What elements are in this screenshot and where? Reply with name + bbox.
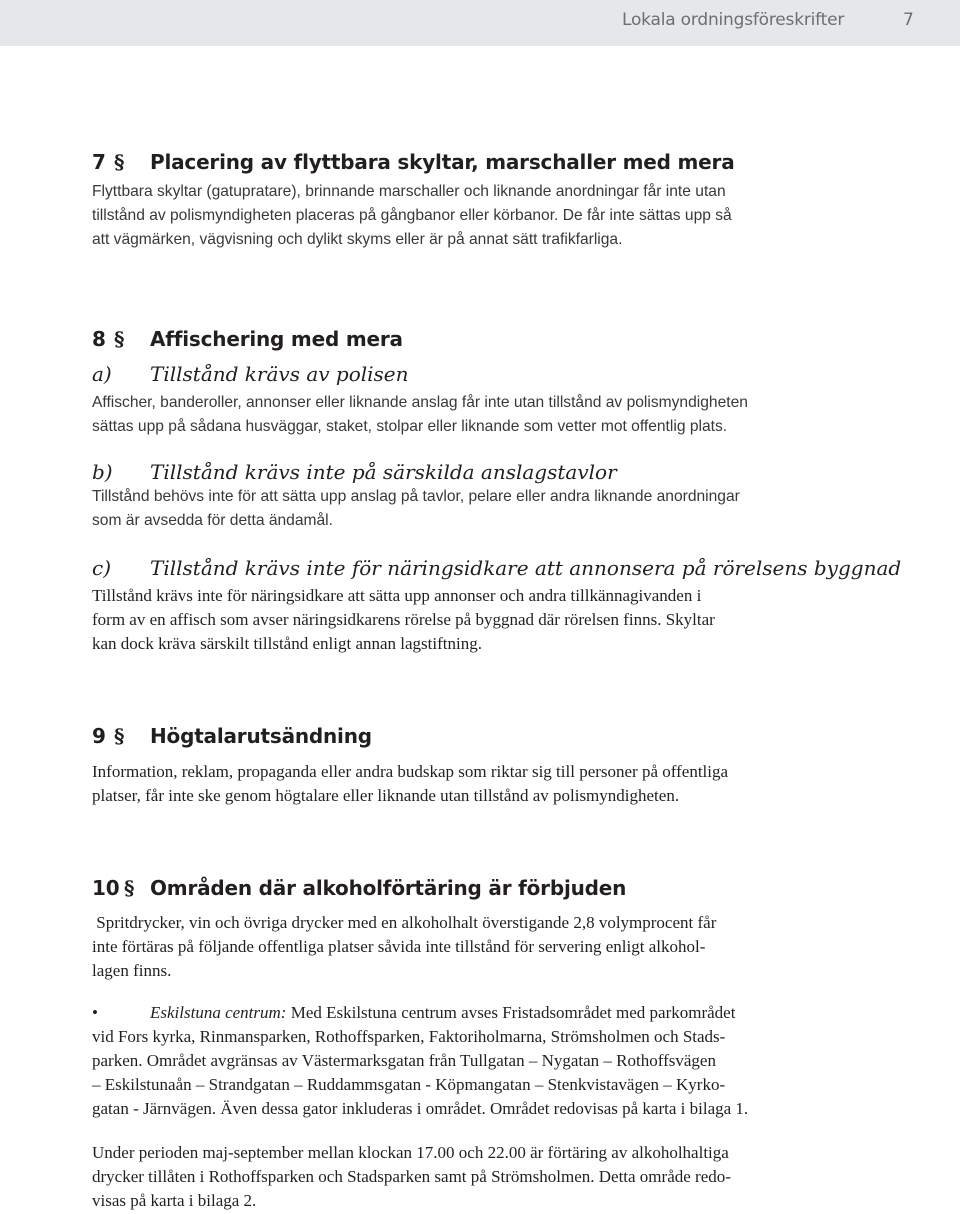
bullet-label: Eskilstuna centrum: — [150, 1003, 287, 1022]
paragraph-line: – Eskilstunaån – Strandgatan – Ruddammsgatan - Köpmangatan – Stenkvistavägen – Kyrko- — [92, 1075, 726, 1094]
section-9-heading — [92, 724, 372, 748]
header-title: Lokala ordningsföreskrifter — [622, 10, 845, 30]
paragraph-line: kan dock kräva särskilt tillstånd enligt annan lagstiftning. — [92, 634, 482, 653]
paragraph-line: Affischer, banderoller, annonser eller liknande anslag får inte utan tillstånd av polismyndigheten — [92, 394, 748, 411]
paragraph-line: att vägmärken, vägvisning och dylikt skyms eller är på annat sätt trafikfarliga. — [92, 231, 623, 248]
subsection-letter: c) — [92, 556, 112, 580]
subsection-c-body — [92, 584, 832, 656]
page-number: 7 — [903, 10, 914, 30]
subsection-b-heading — [92, 460, 617, 484]
section-10-heading — [92, 876, 626, 900]
section-10-closing — [92, 1141, 832, 1213]
paragraph-line: drycker tillåten i Rothoffsparken och Stadsparken samt på Strömsholmen. Detta område redo- — [92, 1167, 731, 1186]
section-symbol: § — [114, 724, 125, 748]
paragraph-line: Tillstånd behövs inte för att sätta upp anslag på tavlor, pelare eller andra liknande anordningar — [92, 488, 740, 505]
section-title: Högtalarutsändning — [150, 724, 372, 748]
paragraph-line: Tillstånd krävs inte för näringsidkare att sätta upp annonser och andra tillkännagivanden i — [92, 586, 702, 605]
bullet-marker: • — [92, 1003, 98, 1022]
paragraph-line: sättas upp på sådana husväggar, staket, stolpar eller liknande som vetter mot offentlig plats. — [92, 418, 728, 435]
paragraph-line: Under perioden maj-september mellan klockan 17.00 och 22.00 är förtäring av alkoholhaltiga — [92, 1143, 729, 1162]
section-symbol: § — [124, 876, 135, 900]
section-symbol: § — [114, 327, 125, 351]
section-10-intro — [92, 911, 832, 983]
section-title: Områden där alkoholförtäring är förbjuden — [150, 876, 627, 900]
subsection-b-body — [92, 485, 832, 533]
section-9-body — [92, 760, 832, 808]
paragraph-line: vid Fors kyrka, Rinmansparken, Rothoffsparken, Faktoriholmarna, Strömsholmen och Stads- — [92, 1027, 726, 1046]
paragraph-line: som är avsedda för detta ändamål. — [92, 512, 333, 529]
paragraph-line: tillstånd av polismyndigheten placeras på gångbanor eller körbanor. De får inte sättas upp så — [92, 207, 732, 224]
section-number: 9 — [92, 724, 106, 748]
subsection-title: Tillstånd krävs av polisen — [150, 362, 409, 386]
paragraph-line: gatan - Järnvägen. Även dessa gator inkluderas i området. Området redovisas på karta i bilaga 1. — [92, 1099, 749, 1118]
section-number: 7 — [92, 150, 106, 174]
section-8-heading — [92, 327, 403, 351]
subsection-a-heading — [92, 362, 409, 386]
paragraph-line: form av en affisch som avser näringsidkarens rörelse på byggnad där rörelsen finns. Skyltar — [92, 610, 715, 629]
paragraph-line: platser, får inte ske genom högtalare eller liknande utan tillstånd av polismyndigheten. — [92, 786, 680, 805]
paragraph-line: Information, reklam, propaganda eller andra budskap som riktar sig till personer på offentliga — [92, 762, 729, 781]
bullet-text: Med Eskilstuna centrum avses Fristadsområdet med parkområdet — [286, 1003, 736, 1022]
paragraph-line: Spritdrycker, vin och övriga drycker med en alkoholhalt överstigande 2,8 volymprocent får — [92, 913, 717, 932]
subsection-title: Tillstånd krävs inte för näringsidkare att annonsera på rörelsens byggnad — [150, 556, 902, 580]
paragraph-line: lagen finns. — [92, 961, 172, 980]
paragraph-line: visas på karta i bilaga 2. — [92, 1191, 257, 1210]
paragraph-line: Flyttbara skyltar (gatupratare), brinnande marschaller och liknande anordningar får inte utan — [92, 183, 726, 200]
bullet-list-item — [92, 1001, 832, 1121]
section-number: 8 — [92, 327, 106, 351]
section-symbol: § — [114, 150, 125, 174]
page-header — [0, 0, 960, 46]
subsection-letter: b) — [92, 460, 113, 484]
section-7-heading — [92, 150, 735, 174]
section-title: Affischering med mera — [150, 327, 403, 351]
section-7-body — [92, 180, 832, 252]
section-title: Placering av flyttbara skyltar, marschaller med mera — [150, 150, 735, 174]
subsection-c-heading — [92, 556, 901, 580]
subsection-title: Tillstånd krävs inte på särskilda anslagstavlor — [150, 460, 617, 484]
section-number: 10 — [92, 876, 120, 900]
paragraph-line: inte förtäras på följande offentliga platser såvida inte tillstånd för servering enligt alkohol- — [92, 937, 706, 956]
paragraph-line: parken. Området avgränsas av Västermarksgatan från Tullgatan – Nygatan – Rothoffsvägen — [92, 1051, 716, 1070]
subsection-letter: a) — [92, 362, 112, 386]
subsection-a-body — [92, 391, 832, 439]
